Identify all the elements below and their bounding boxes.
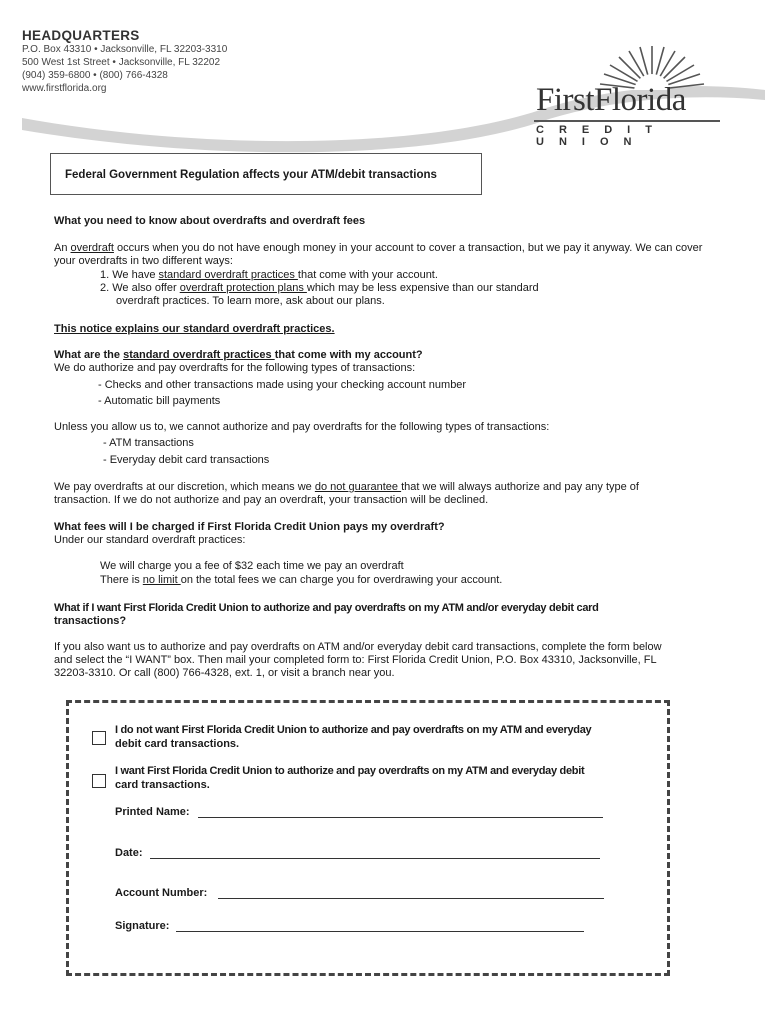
first-florida-logo (530, 40, 730, 150)
printed-name-field[interactable] (198, 817, 603, 818)
paragraph: We do authorize and pay overdrafts for the following types of transactions: (54, 362, 416, 374)
hq-phone-line: (904) 359-6800 • (800) 766-4328 (22, 70, 168, 81)
logo-name: FirstFlorida (536, 82, 686, 118)
logo-subtitle: CREDIT UNION (536, 124, 667, 148)
paragraph: We pay overdrafts at our discretion, which means we do not guarantee that we will always authorize and pay any type of (54, 481, 639, 493)
i-want-label-cont: card transactions. (115, 779, 210, 791)
i-want-label: I want First Florida Credit Union to authorize and pay overdrafts on my ATM and everyday debit (115, 765, 585, 777)
notice-title: Federal Government Regulation affects your ATM/debit transactions (65, 169, 437, 181)
overdraft-paragraph-cont: your overdrafts in two different ways: (54, 255, 233, 267)
signature-label: Signature: (115, 920, 170, 932)
paragraph: Unless you allow us to, we cannot authorize and pay overdrafts for the following types of transactions: (54, 421, 550, 433)
list-item: 1. We have standard overdraft practices that come with your account. (100, 269, 438, 281)
list-item-cont: overdraft practices. To learn more, ask about our plans. (116, 295, 385, 307)
do-not-want-label: I do not want First Florida Credit Union to authorize and pay overdrafts on my ATM and everyday (115, 724, 592, 736)
paragraph: and select the “I WANT” box. Then mail your completed form to: First Florida Credit Union, P.O. Box 43310, Jacksonville, FL (54, 654, 657, 666)
hq-address-line: P.O. Box 43310 • Jacksonville, FL 32203-3310 (22, 44, 228, 55)
printed-name-label: Printed Name: (115, 806, 190, 818)
date-field[interactable] (150, 858, 600, 859)
bullet-item: - Checks and other transactions made using your checking account number (98, 379, 467, 391)
signature-field[interactable] (176, 931, 584, 932)
bullet-item: - Automatic bill payments (98, 395, 221, 407)
fee-item: We will charge you a fee of $32 each time we pay an overdraft (100, 560, 404, 572)
fee-item: There is no limit on the total fees we can charge you for overdrawing your account. (100, 574, 503, 586)
overdraft-heading: What you need to know about overdrafts and overdraft fees (54, 215, 366, 227)
do-not-want-checkbox[interactable] (92, 731, 106, 745)
paragraph: 32203-3310. Or call (800) 766-4328, ext. 1, or visit a branch near you. (54, 667, 395, 679)
paragraph: If you also want us to authorize and pay overdrafts on ATM and/or everyday debit card transactions, complete the form below (54, 641, 662, 653)
standard-practices-question: What are the standard overdraft practices that come with my account? (54, 349, 423, 361)
paragraph-cont: transaction. If we do not authorize and pay an overdraft, your transaction will be declined. (54, 494, 489, 506)
account-number-label: Account Number: (115, 887, 208, 899)
account-number-field[interactable] (218, 898, 604, 899)
do-not-want-label-cont: debit card transactions. (115, 738, 240, 750)
logo-divider (534, 120, 720, 122)
overdraft-paragraph: An overdraft occurs when you do not have enough money in your account to cover a transaction, but we pay it anyway. We can cover (54, 242, 703, 254)
list-item: 2. We also offer overdraft protection plans which may be less expensive than our standard (100, 282, 539, 294)
notice-title-box (50, 153, 482, 195)
notice-explains: This notice explains our standard overdraft practices. (54, 323, 335, 335)
opt-in-question: What if I want First Florida Credit Union to authorize and pay overdrafts on my ATM and/or everyday debit card (54, 602, 599, 614)
date-label: Date: (115, 847, 143, 859)
hq-address-line: 500 West 1st Street • Jacksonville, FL 32202 (22, 57, 221, 68)
hq-website-line: www.firstflorida.org (22, 83, 107, 94)
fees-question: What fees will I be charged if First Florida Credit Union pays my overdraft? (54, 521, 445, 533)
bullet-item: - Everyday debit card transactions (103, 454, 270, 466)
opt-in-question-cont: transactions? (54, 615, 127, 627)
hq-title: HEADQUARTERS (22, 28, 140, 43)
bullet-item: - ATM transactions (103, 437, 194, 449)
i-want-checkbox[interactable] (92, 774, 106, 788)
paragraph: Under our standard overdraft practices: (54, 534, 246, 546)
